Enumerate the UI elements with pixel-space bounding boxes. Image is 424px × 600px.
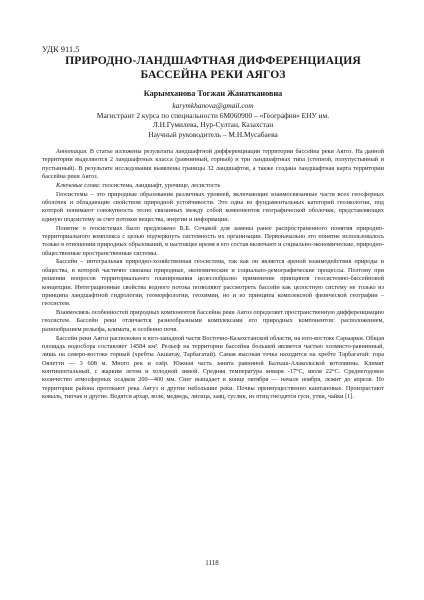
abstract-text: В статье изложены результаты ландшафтной дифференциации территории бассейна реки Аягоз. На данной территории выделяются 2 ландшафтных класса (равнинный, горный) и три ландшафтных типа (степной, полупустынный и пустынный). В результате исследования выявлены границы 32 ландшафтов, а также создана ландшафтная карта территории бассейна реки Аягоз. (42, 148, 384, 181)
author-email: karymkhanova@gmail.com (172, 101, 254, 110)
body-paragraph: Понятие о геосистемах было предложено В.Б. Сочавой для замены ранее распространенного понятия природно-территориального комплекса с целью подчеркнуть системность их организации. Первоначально это понятие использовалось только в отношении природных образований, в настоящее время в его состав включают и социально-экономические, природно-общественные пространственные системы. (42, 224, 384, 257)
affiliation-line-1: Магистрант 2 курса по специальности 6М060900 – «География» ЕНУ им. (96, 110, 330, 120)
body-paragraph: Бассейн – интегральная природно-хозяйственная геосистема, так как он является ареной взаимодействия природы и общества, в которой частично связаны природные, экономические и социально-демографические процессы. Поэтому при решении вопросов территориального планирования целесообразно применение принципов геосистемно-бассейновой концепции. Интеграционные свойства водного потока позволяют рассмотреть бассейн как целостную систему не только из принципа ландшафтной гидрологии, геоморфологии, геохимии, но и из принципа комплексной физической географии – геосистем. (42, 258, 384, 308)
keywords-text: геосистема, ландшафт, урочище, лесистость (100, 181, 221, 189)
abstract-label: Аннотация. (56, 148, 88, 155)
body-paragraph: Взаимосвязь особенностей природных компонентов бассейна реки Аягоз определяет пространственную дифференциацию геосистем. Бассейн реки отличается разнообразными комплексами его природных компонентов: расположением, разнообразием рельефа, климата, и особенно почв. (42, 309, 384, 333)
supervisor-line: Научный руководитель – М.Н.Мусабаева (148, 129, 278, 139)
article-title: ПРИРОДНО-ЛАНДШАФТНАЯ ДИФФЕРЕНЦИАЦИЯ БАССЕЙНА РЕКИ АЯГОЗ (65, 54, 361, 81)
author-name: Карымханова Тогжан Жанаткановна (143, 89, 283, 98)
keywords-paragraph (42, 182, 384, 190)
abstract-paragraph (42, 148, 384, 181)
keywords-label: Ключевые слова: (56, 181, 101, 189)
article-body (42, 148, 384, 401)
body-paragraph: Бассейн реки Аягоз расположен в юго-западной части Восточно-Казахстанской области, на юго-востоке Сарыарки. Общая площадь водосбора составляет 14584 км². Рельеф на территории бассейна большей является частью холмисто-равнинный, лишь на северо-востоке горный (хребты Акшатау, Тарбагатай). Самая высокая точка находится на хребте Тарбагатай: гора Оялетти — 3 608 м. Много рек и озёр. Южная часть занята равниной Балхаш-Алакольской котловины. Климат континентальный, с жарким летом и холодной зимой. Средняя температура января -17°C, июля 22°C. Среднегодовое количество атмосферных осадков 200—400 мм. Снег выпадает в конце октября — начале ноября, лежит до апреля. По территории района протекают река Аягуз и другие небольшие реки. Почвы преимущественно каштановые. Произрастают ковыль, типчак и другие. Водятся архар, волк, медведь, лисица, заяц, суслик, из птиц гнездятся гуси, утки, чайки [1]. (42, 334, 384, 400)
page-number: 1118 (205, 559, 219, 567)
affiliation-block (42, 101, 384, 139)
body-paragraph: Геосистемы – это природные образования различных уровней, включающие взаимосвязанные части всех геосферных оболочек и обладающие свойством природной устойчивости. Это одна из фундаментальных категорий геоэкологии, под которой понимают совокупность тесно связанных между собой компонентов географической оболочки, представляющих единую подсистему за счет потоков вещества, энергии и информации. (42, 190, 384, 223)
udk-code: УДК 911.5 (42, 44, 80, 54)
affiliation-line-2: Л.Н.Гумилева, Нур-Султан, Казахстан (152, 120, 274, 130)
